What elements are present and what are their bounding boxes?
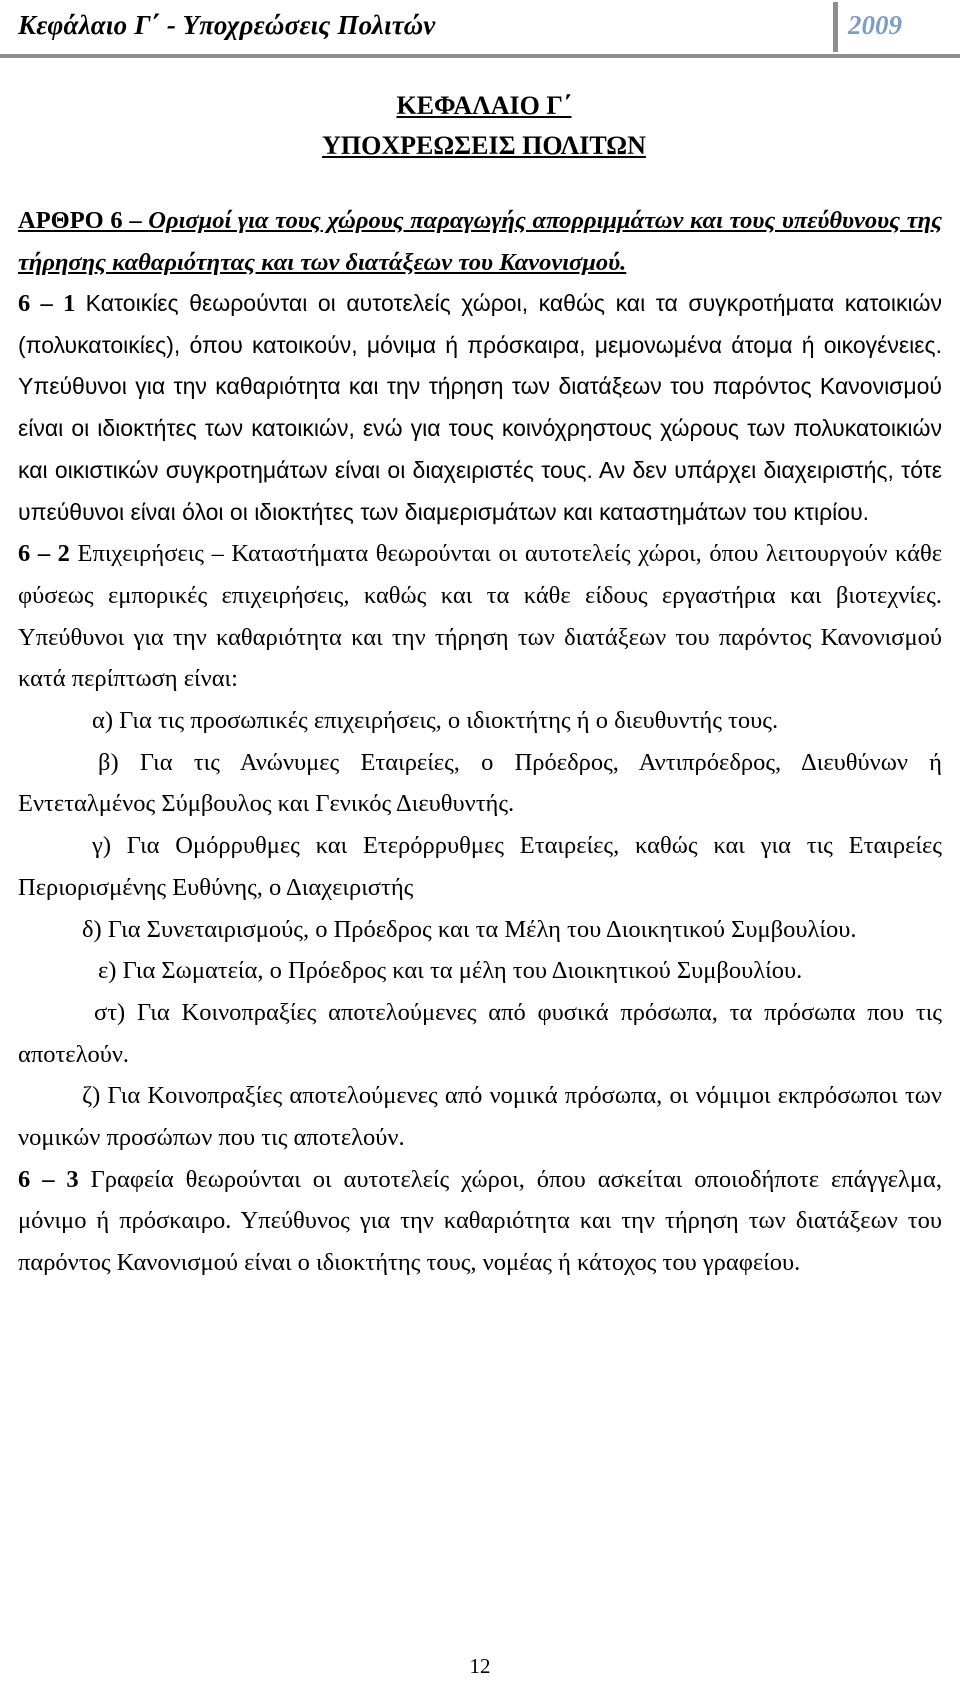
- paragraph-text: Κατοικίες θεωρούνται οι αυτοτελείς χώροι, καθώς και τα συγκροτήματα κατοικιών (πολυκατοικίες), όπου κατοικούν, μόνιμα ή πρόσκαιρα, μεμονωμένα άτομα ή οικογένειες. Υπεύθυνοι για την καθαριότητα και την τήρηση των διατάξεων του παρόντος Κανονισμού είναι οι ιδιοκτήτες των κατοικιών, ενώ για τους κοινόχρηστους χώρους των πολυκατοικιών και οικιστικών συγκροτημάτων είναι οι διαχειριστές τους. Αν δεν υπάρχει διαχειριστής, τότε υπεύθυνοι είναι όλοι οι ιδιοκτήτες των διαμερισμάτων και καταστημάτων του κτιρίου.: [18, 290, 943, 525]
- paragraph-6-3: [18, 1159, 942, 1284]
- list-item-a: α) Για τις προσωπικές επιχειρήσεις, ο ιδιοκτήτης ή ο διευθυντής τους.: [92, 707, 779, 735]
- list-item-d: δ) Για Συνεταιρισμούς, ο Πρόεδρος και τα Μέλη του Διοικητικού Συμβουλίου.: [82, 915, 857, 943]
- list-item-b: β) Για τις Ανώνυμες Εταιρείες, ο Πρόεδρος, Αντιπρόεδρος, Διευθύνων ή Εντεταλμένος Σύμβουλος και Γενικός Διευθυντής.: [18, 748, 942, 818]
- list-item-f: στ) Για Κοινοπραξίες αποτελούμενες από φυσικά πρόσωπα, τα πρόσωπα που τις αποτελούν.: [18, 998, 942, 1068]
- paragraph-number: 6 – 3: [18, 1165, 79, 1193]
- header-year: 2009: [848, 10, 902, 40]
- running-header: [0, 0, 960, 62]
- article-title: Ορισμοί για τους χώρους παραγωγής απορριμμάτων και τους υπεύθυνους της τήρησης καθαριότητας και των διατάξεων του Κανονισμού.: [18, 207, 943, 276]
- paragraph-6-1: [18, 283, 942, 533]
- chapter-title: ΥΠΟΧΡΕΩΣΕΙΣ ΠΟΛΙΤΩΝ: [322, 131, 646, 160]
- paragraph-number: 6 – 2: [18, 540, 70, 568]
- header-separator: [833, 2, 838, 52]
- list-item-c: γ) Για Ομόρρυθμες και Ετερόρρυθμες Εταιρείες, καθώς και για τις Εταιρείες Περιορισμένης Ευθύνης, ο Διαχειριστής: [18, 832, 942, 901]
- paragraph-6-2: [18, 533, 942, 700]
- page-number: 12: [469, 1654, 491, 1678]
- page-body: [18, 86, 942, 1284]
- header-rule: [0, 54, 960, 58]
- paragraph-text: Επιχειρήσεις – Καταστήματα θεωρούνται οι αυτοτελείς χώροι, όπου λειτουργούν κάθε φύσεως εμπορικές επιχειρήσεις, καθώς και τα κάθε είδους εργαστήρια και βιοτεχνίες. Υπεύθυνοι για την καθαριότητα και την τήρηση των διατάξεων του παρόντος Κανονισμού κατά περίπτωση είναι:: [18, 540, 942, 693]
- article-heading: [18, 200, 942, 283]
- list-item-g: ζ) Για Κοινοπραξίες αποτελούμενες από νομικά πρόσωπα, οι νόμιμοι εκπρόσωποι των νομικών προσώπων που τις αποτελούν.: [18, 1082, 942, 1152]
- article-number: ΑΡΘΡΟ 6 –: [18, 207, 142, 234]
- paragraph-number: 6 – 1: [18, 290, 76, 317]
- running-title: Κεφάλαιο Γ΄ - Υποχρεώσεις Πολιτών: [18, 10, 436, 40]
- chapter-label: ΚΕΦΑΛΑΙΟ Γ΄: [396, 91, 572, 120]
- paragraph-text: Γραφεία θεωρούνται οι αυτοτελείς χώροι, όπου ασκείται οποιοδήποτε επάγγελμα, μόνιμο ή πρόσκαιρο. Υπεύθυνος για την καθαριότητα και την τήρηση των διατάξεων του παρόντος Κανονισμού είναι ο ιδιοκτήτης τους, νομέας ή κάτοχος του γραφείου.: [18, 1165, 943, 1277]
- list-item-e: ε) Για Σωματεία, ο Πρόεδρος και τα μέλη του Διοικητικού Συμβουλίου.: [98, 957, 803, 985]
